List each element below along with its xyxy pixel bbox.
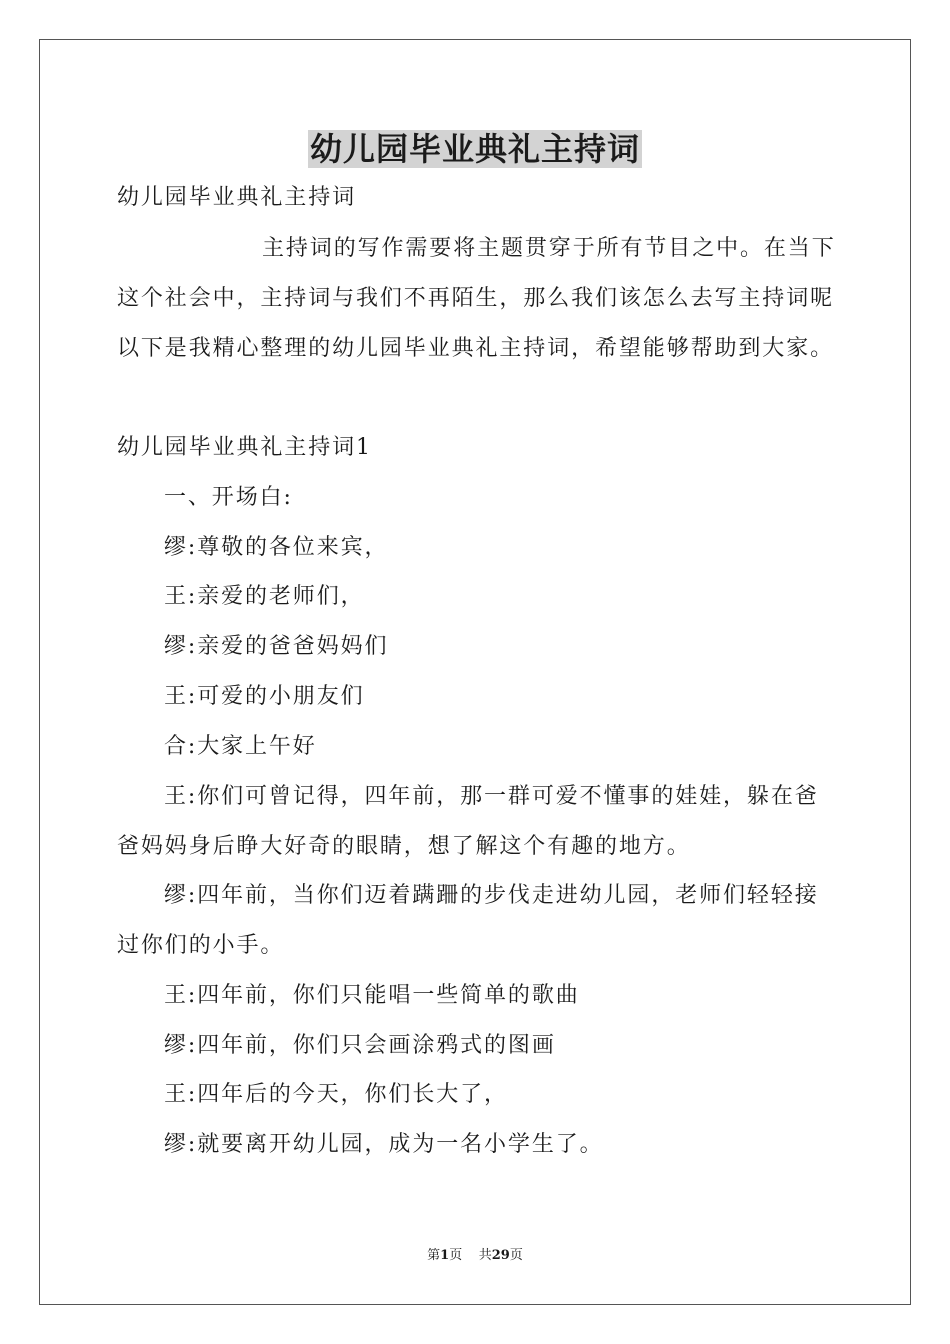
paragraph-line: 缪:亲爱的爸爸妈妈们 bbox=[164, 634, 389, 659]
page-frame bbox=[39, 39, 911, 1305]
intro-line-3: 以下是我精心整理的幼儿园毕业典礼主持词，希望能够帮助到大家。 bbox=[117, 336, 835, 361]
paragraph-line: 缪:就要离开幼儿园，成为一名小学生了。 bbox=[164, 1132, 604, 1157]
paragraph-line: 缪:四年前，你们只会画涂鸦式的图画 bbox=[164, 1033, 556, 1058]
paragraph-line: 一、开场白: bbox=[164, 485, 293, 510]
paragraph-line: 过你们的小手。 bbox=[117, 933, 285, 958]
document-title bbox=[0, 126, 950, 172]
paragraph-line: 合:大家上午好 bbox=[164, 734, 317, 759]
paragraph-line: 王:四年前，你们只能唱一些简单的歌曲 bbox=[164, 983, 580, 1008]
paragraph-line: 王:亲爱的老师们， bbox=[164, 584, 365, 609]
footer-page-prefix: 第 bbox=[427, 1248, 441, 1263]
section-heading: 幼儿园毕业典礼主持词1 bbox=[117, 435, 372, 460]
footer-page-number: 1 bbox=[440, 1248, 450, 1263]
paragraph-line: 王:四年后的今天，你们长大了， bbox=[164, 1082, 508, 1107]
paragraph-line: 缪:尊敬的各位来宾， bbox=[164, 535, 389, 560]
document-subtitle: 幼儿园毕业典礼主持词 bbox=[117, 185, 357, 210]
document-title-text: 幼儿园毕业典礼主持词 bbox=[309, 130, 640, 168]
paragraph-line: 爸妈妈身后睁大好奇的眼睛，想了解这个有趣的地方。 bbox=[117, 834, 691, 859]
paragraph-line: 缪:四年前，当你们迈着蹒跚的步伐走进幼儿园，老师们轻轻接 bbox=[164, 883, 819, 908]
intro-line-2: 这个社会中，主持词与我们不再陌生，那么我们该怎么去写主持词呢 bbox=[117, 286, 835, 311]
footer-total-pages: 29 bbox=[491, 1248, 510, 1263]
footer-total-prefix: 共 bbox=[478, 1248, 492, 1263]
paragraph-line: 王:你们可曾记得，四年前，那一群可爱不懂事的娃娃，躲在爸 bbox=[164, 784, 819, 809]
paragraph-line: 王:可爱的小朋友们 bbox=[164, 684, 365, 709]
page-footer bbox=[0, 1247, 950, 1265]
footer-total-suffix: 页 bbox=[509, 1248, 523, 1263]
footer-page-suffix: 页 bbox=[449, 1248, 463, 1263]
intro-line-1: 主持词的写作需要将主题贯穿于所有节目之中。在当下 bbox=[262, 236, 836, 261]
